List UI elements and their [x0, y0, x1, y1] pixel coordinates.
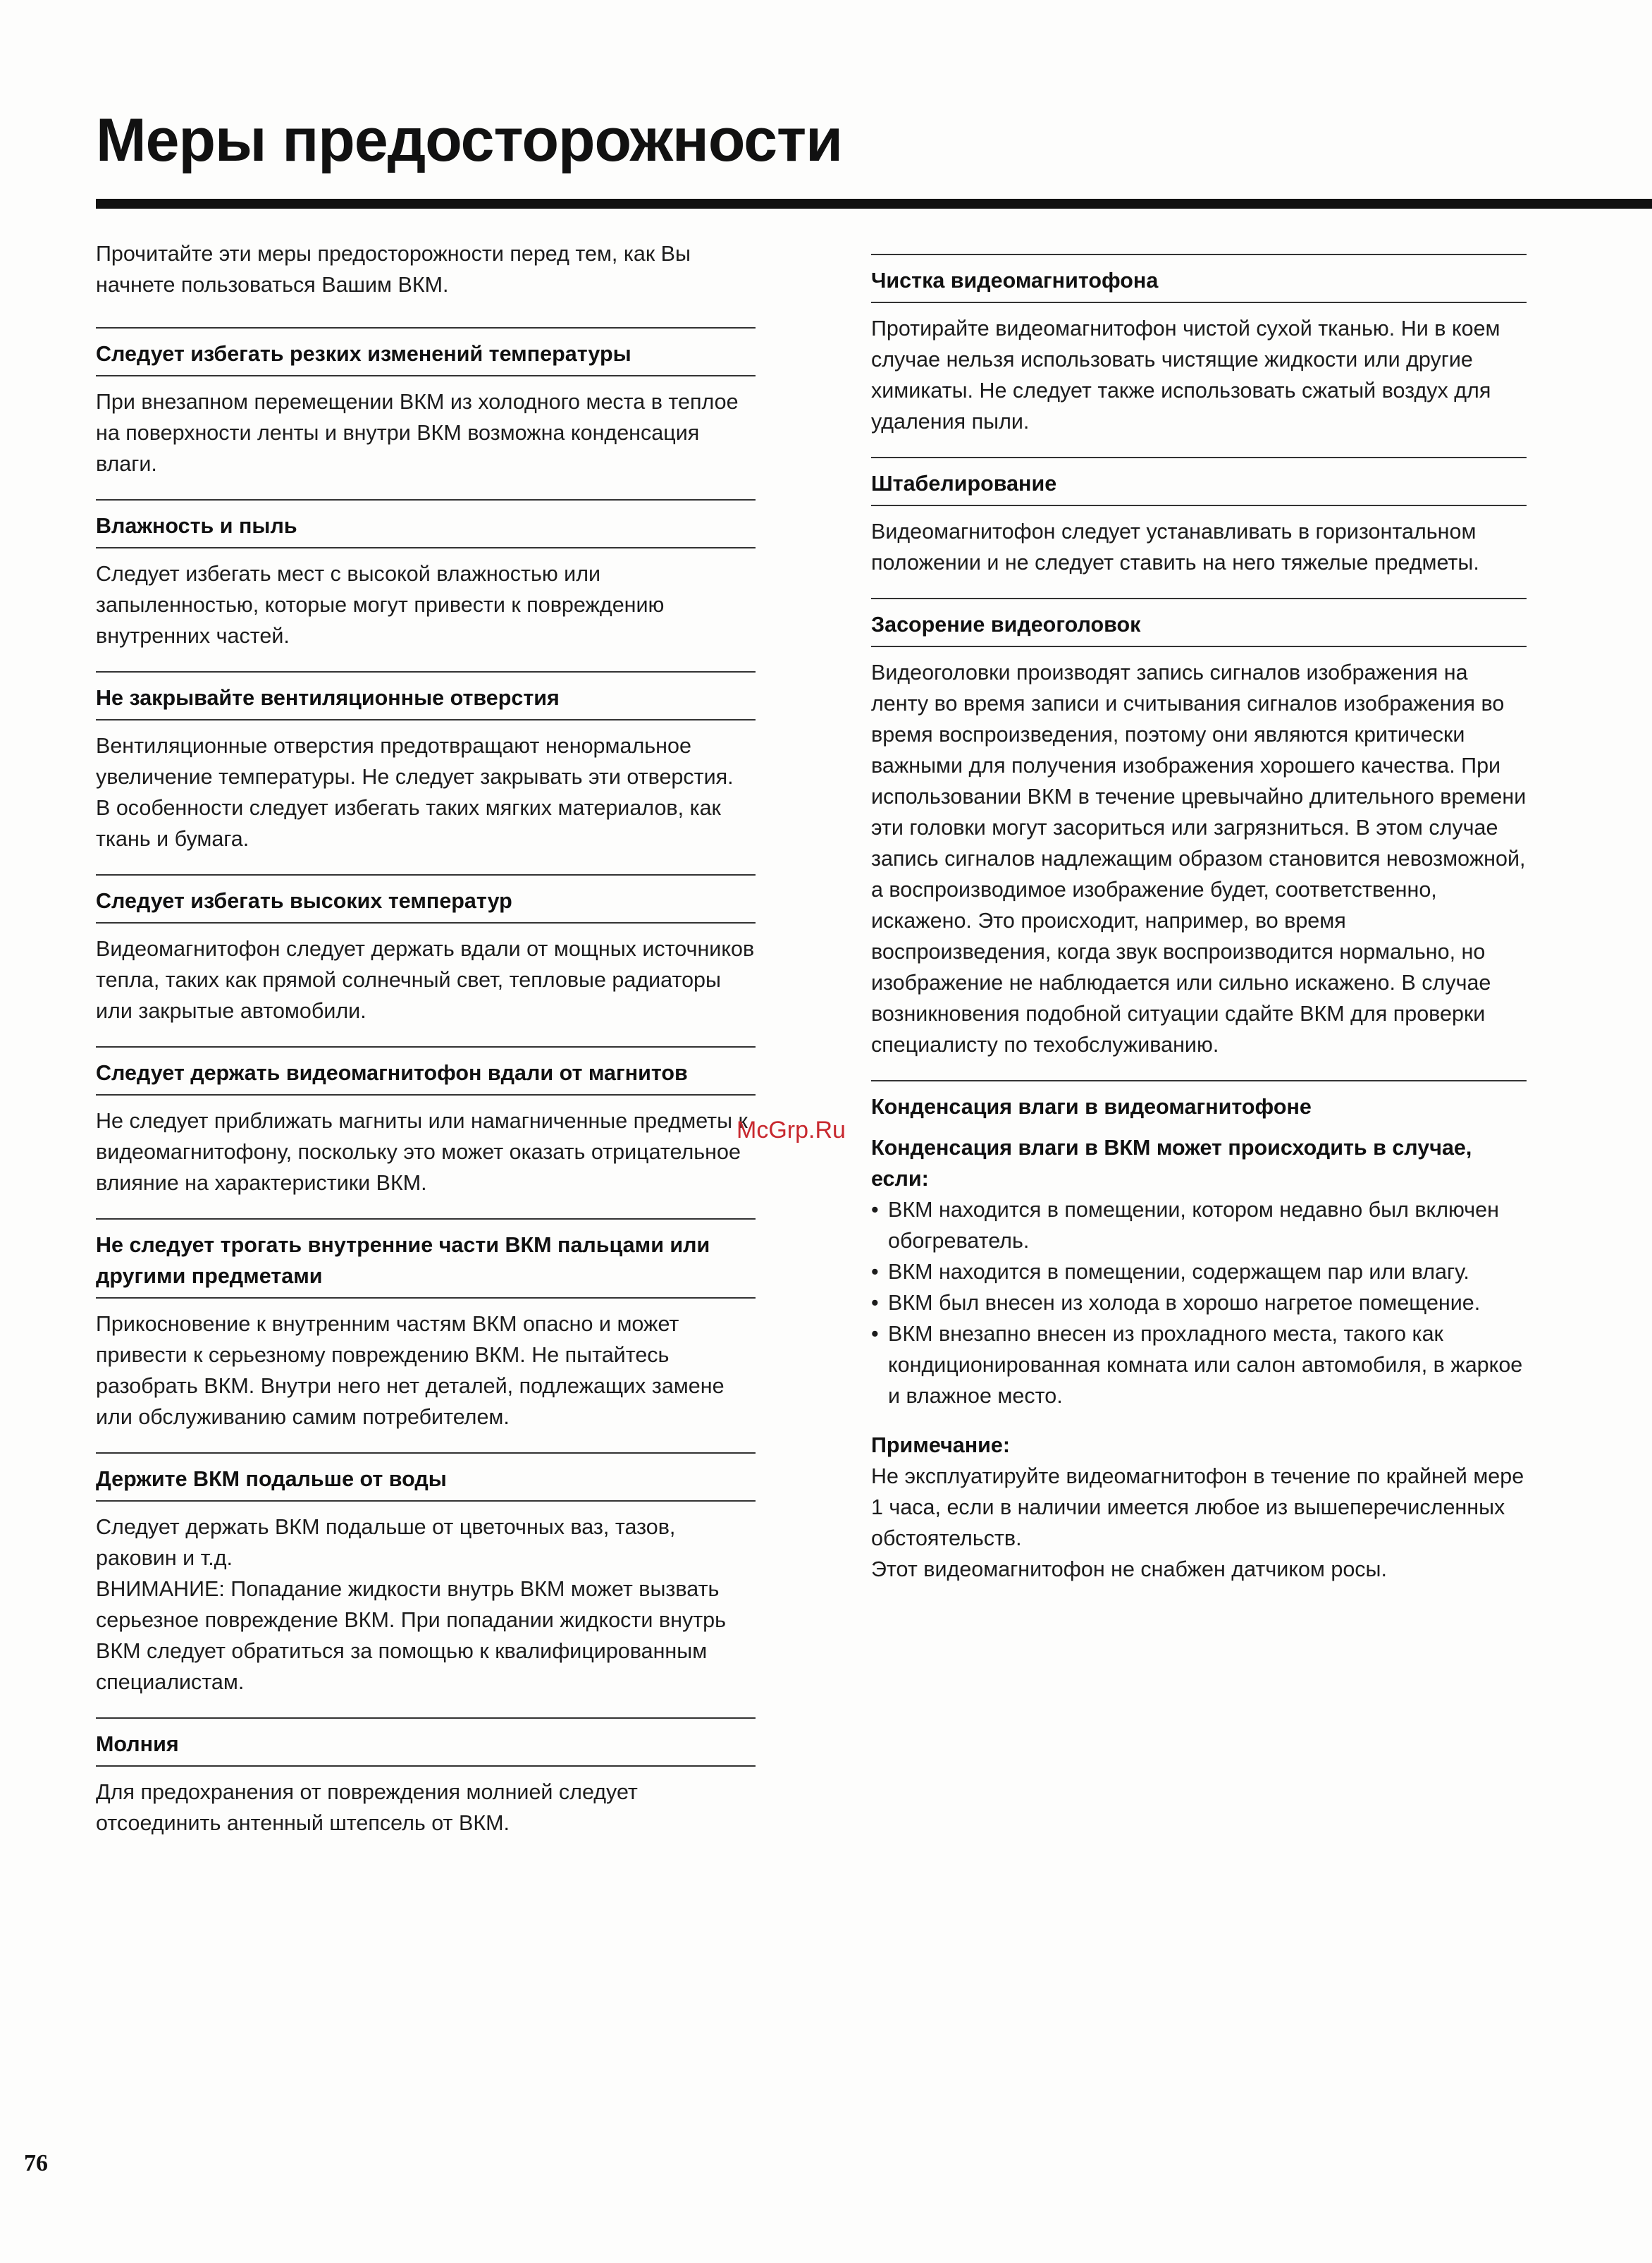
- section-text: Прикосновение к внутренним частям ВКМ опасно и может привести к серьезному повреждению ВКМ. Не пытайтесь разобрать ВКМ. Внутри него нет деталей, подлежащих замене или обслуживанию самим потребителем.: [96, 1312, 725, 1429]
- section-condensation: [871, 1080, 1527, 1585]
- section-text: Видеоголовки производят запись сигналов изображения на ленту во время записи и считывания сигналов изображения во время воспроизведения, поэтому они являются критически важными для получения изображения хорошего качества. При использовании ВКМ в течение цревычайно длительного времени эти головки могут засориться или загрязниться. В этом случае запись сигналов надлежащим образом становится невозможной, а воспроизводимое изображение будет, соответственно, искажено. Это происходит, например, во время воспроизведения, когда звук воспроизводится нормально, но изображение не наблюдается или сильно искажено. В случае возникновения подобной ситуации сдайте ВКМ для проверки специалисту по техобслуживанию.: [871, 661, 1527, 1057]
- section-text: При внезапном перемещении ВКМ из холодного места в теплое на поверхности ленты и внутри ВКМ возможна конденсация влаги.: [96, 390, 739, 476]
- section-cleaning: [871, 254, 1527, 437]
- note-text: Не эксплуатируйте видеомагнитофон в течение по крайней мере 1 часа, если в наличии имеется любое из вышеперечисленных обстоятельств. Этот видеомагнитофон не снабжен датчиком росы.: [871, 1464, 1524, 1581]
- page-number: 76: [24, 2150, 48, 2176]
- section-heading: Молния: [96, 1717, 756, 1767]
- section-high-temperatures: [96, 874, 756, 1026]
- page-title: Меры предосторожности: [96, 106, 843, 174]
- section-heading: Чистка видеомагнитофона: [871, 254, 1527, 303]
- list-item: • ВКМ находится в помещении, котором недавно был включен обогреватель.: [871, 1194, 1527, 1256]
- section-text: Следует держать ВКМ подальше от цветочных ваз, тазов, раковин и т.д. ВНИМАНИЕ: Попадание жидкости внутрь ВКМ может вызвать серьезное повреждение ВКМ. При попадании жидкости внутрь ВКМ следует обратиться за помощью к квалифицированным специалистам.: [96, 1515, 727, 1694]
- section-text: Видеомагнитофон следует держать вдали от мощных источников тепла, таких как прямой солнечный свет, тепловые радиаторы или закрытые автомобили.: [96, 937, 755, 1023]
- section-heading: Не закрывайте вентиляционные отверстия: [96, 671, 756, 720]
- section-heading: Следует избегать резких изменений температуры: [96, 327, 756, 376]
- list-item: • ВКМ внезапно внесен из прохладного места, такого как кондиционированная комната или салон автомобиля, в жаркое и влажное место.: [871, 1318, 1527, 1411]
- section-head-clogging: [871, 598, 1527, 1060]
- bullet-icon: •: [871, 1322, 879, 1346]
- bullet-icon: •: [871, 1260, 879, 1284]
- section-heading: Следует избегать высоких температур: [96, 874, 756, 924]
- section-temperature-changes: [96, 327, 756, 479]
- section-heading: Засорение видеоголовок: [871, 598, 1527, 647]
- section-heading: Конденсация влаги в видеомагнитофоне: [871, 1080, 1527, 1122]
- section-heading: Не следует трогать внутренние части ВКМ пальцами или другими предметами: [96, 1218, 756, 1299]
- section-stacking: [871, 457, 1527, 578]
- section-heading: Следует держать видеомагнитофон вдали от магнитов: [96, 1046, 756, 1096]
- condensation-list: [871, 1194, 1527, 1411]
- section-ventilation: [96, 671, 756, 854]
- right-column: [871, 254, 1527, 1605]
- intro-text: Прочитайте эти меры предосторожности перед тем, как Вы начнете пользоваться Вашим ВКМ.: [96, 242, 691, 297]
- watermark: McGrp.Ru: [736, 1117, 846, 1143]
- section-internal-parts: [96, 1218, 756, 1433]
- list-item: • ВКМ был внесен из холода в хорошо нагретое помещение.: [871, 1287, 1527, 1318]
- section-heading: Штабелирование: [871, 457, 1527, 506]
- bullet-icon: •: [871, 1291, 879, 1315]
- title-rule: [96, 199, 1652, 209]
- section-heading: Влажность и пыль: [96, 499, 756, 548]
- section-magnets: [96, 1046, 756, 1198]
- section-heading: Держите ВКМ подальше от воды: [96, 1452, 756, 1502]
- bullet-icon: •: [871, 1198, 879, 1222]
- note-title: Примечание:: [871, 1433, 1011, 1457]
- section-text: Протирайте видеомагнитофон чистой сухой тканью. Ни в коем случае нельзя использовать чистящие жидкости или другие химикаты. Не следует также использовать сжатый воздух для удаления пыли.: [871, 317, 1500, 434]
- left-column: [96, 238, 756, 1858]
- section-text: Видеомагнитофон следует устанавливать в горизонтальном положении и не следует ставить на него тяжелые предметы.: [871, 520, 1479, 575]
- section-text: Для предохранения от повреждения молнией следует отсоединить антенный штепсель от ВКМ.: [96, 1780, 638, 1835]
- section-text: Не следует приближать магниты или намагниченные предметы к видеомагнитофону, поскольку это может оказать отрицательное влияние на характеристики ВКМ.: [96, 1109, 748, 1195]
- list-item: • ВКМ находится в помещении, содержащем пар или влагу.: [871, 1256, 1527, 1287]
- section-water: [96, 1452, 756, 1698]
- condensation-subheading: Конденсация влаги в ВКМ может происходить в случае, если:: [871, 1136, 1472, 1191]
- section-humidity-dust: [96, 499, 756, 651]
- section-lightning: [96, 1717, 756, 1839]
- section-text: Вентиляционные отверстия предотвращают ненормальное увеличение температуры. Не следует закрывать эти отверстия. В особенности следует избегать таких мягких материалов, как ткань и бумага.: [96, 734, 734, 851]
- section-text: Следует избегать мест с высокой влажностью или запыленностью, которые могут привести к повреждению внутренних частей.: [96, 562, 665, 648]
